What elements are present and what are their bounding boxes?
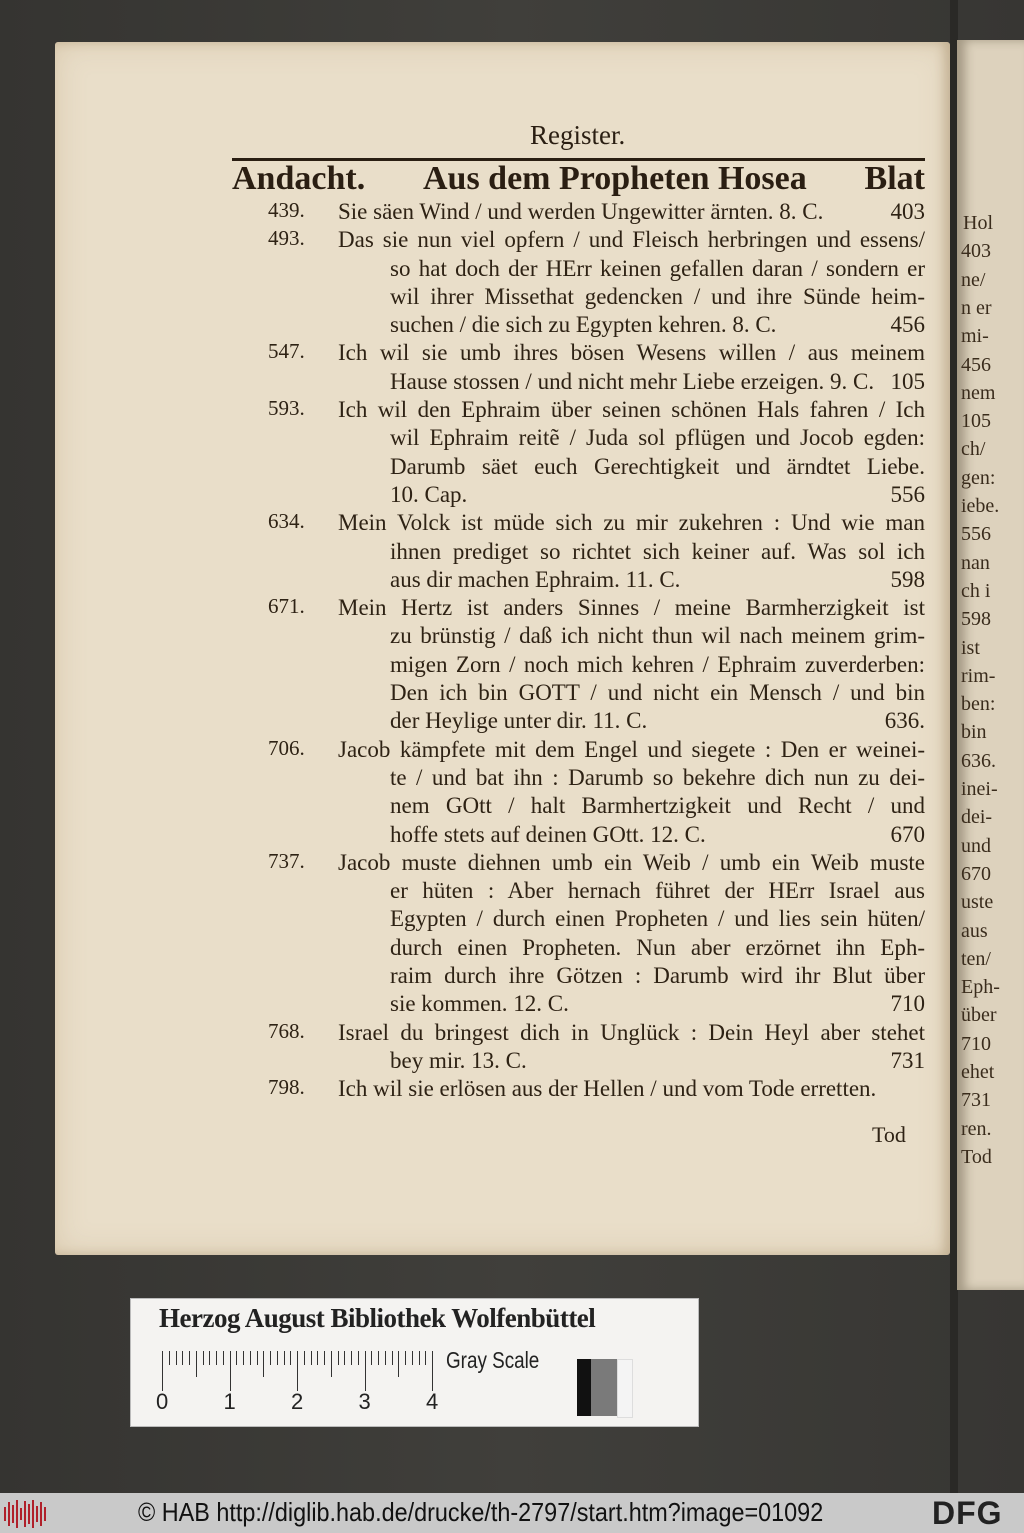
entry-number: 737. (268, 848, 305, 873)
entry-line: er hüten : Aber hernach führet der HErr Israel aus (390, 878, 925, 904)
entry-line (390, 1047, 925, 1075)
entry-number: 798. (268, 1075, 305, 1100)
facing-page-fragment: ten/ (961, 947, 991, 970)
ruler-tick (297, 1351, 298, 1391)
ruler-tick (162, 1351, 163, 1391)
entry-line (390, 990, 925, 1018)
register-entry (260, 594, 925, 735)
register-entry (260, 849, 925, 1019)
ruler-tick (263, 1351, 264, 1377)
entry-line: wil ihrer Missethat gedencken / und ihre Sünde heim- (390, 283, 925, 309)
facing-page-fragment: ren. (961, 1117, 992, 1140)
gray-swatch-black (577, 1359, 591, 1416)
gray-swatch-white (617, 1359, 633, 1418)
entry-number: 593. (268, 396, 305, 421)
facing-page-fragment: inei- (961, 778, 998, 800)
column-header-left: Andacht. (232, 160, 366, 197)
facing-page-fragment: Eph- (961, 976, 1000, 999)
entry-text: Ich wil sie erlösen aus der Hellen / und vom Tode erretten. (338, 1076, 877, 1102)
entry-line: Mein Hertz ist anders Sinnes / meine Barmherzigkeit ist (338, 595, 925, 621)
running-head: Register. (530, 120, 626, 150)
column-header-center: Aus dem Propheten Hosea (422, 160, 807, 197)
ruler-tick (290, 1351, 291, 1365)
ruler-tick (209, 1351, 210, 1365)
ruler-tick (371, 1351, 372, 1365)
ruler-tick (216, 1351, 217, 1365)
entry-line: Den ich bin GOTT / und nicht ein Mensch / und bin (390, 680, 925, 706)
entry-text: der Heylige unter dir. 11. C. (390, 708, 648, 734)
ruler-tick (230, 1351, 231, 1391)
gray-swatch-mid (591, 1359, 617, 1416)
ruler-tick (196, 1351, 197, 1377)
entry-page-ref: 556 (890, 481, 925, 507)
ruler-tick (365, 1351, 366, 1391)
facing-page-fragment: ist (961, 636, 980, 659)
ruler-tick (270, 1351, 271, 1365)
entry-page-ref: 403 (890, 199, 925, 224)
entry-number: 547. (268, 339, 305, 364)
entry-page-ref: 731 (890, 1047, 925, 1073)
entry-text: hoffe stets auf deinen GOtt. 12. C. (390, 821, 706, 847)
entry-text: bey mir. 13. C. (390, 1047, 527, 1073)
facing-page-edge (957, 40, 1024, 1290)
facing-page-fragment: 636. (961, 749, 996, 772)
entry-line: Ich wil sie umb ihres bösen Wesens willen / aus meinem (338, 340, 925, 366)
entry-text: Hause stossen / und nicht mehr Liebe erzeigen. 9. C. (390, 368, 875, 394)
register-entry (260, 509, 925, 594)
ruler-number: 2 (291, 1389, 304, 1414)
ruler-tick (385, 1351, 386, 1365)
ruler-tick (331, 1351, 332, 1377)
ruler-scale (162, 1351, 432, 1391)
footer-copyright-link[interactable]: © HAB http://diglib.hab.de/drucke/th-2797/start.htm?image=01092 (138, 1497, 824, 1527)
facing-page-fragment: n er (961, 296, 992, 319)
facing-page-fragment: ch i (961, 579, 991, 602)
entry-page-ref: 670 (890, 821, 925, 847)
entry-page-ref: 456 (890, 312, 925, 338)
facing-page-fragment: Tod (961, 1145, 992, 1168)
facing-page-fragment: ehet (961, 1061, 995, 1083)
entry-number: 768. (268, 1018, 305, 1043)
entry-line: Mein Volck ist müde sich zu mir zukehren : Und wie man (338, 510, 925, 536)
entry-line (390, 311, 925, 339)
ruler-tick (425, 1351, 426, 1365)
entry-page-ref: 710 (890, 991, 925, 1017)
entry-page-ref: 636. (884, 708, 925, 734)
ruler-tick (223, 1351, 224, 1365)
library-color-card (130, 1298, 699, 1427)
facing-page-fragment: ch/ (961, 438, 986, 461)
entry-line: Ich wil den Ephraim über seinen schönen Hals fahren / Ich (338, 397, 925, 423)
facing-page-fragment: 105 (961, 410, 991, 433)
facing-page-fragment: ben: (961, 693, 996, 716)
entry-line: Egypten / durch einen Propheten / und lies sein hüten/ (390, 906, 925, 932)
gray-scale-label: Gray Scale (446, 1347, 540, 1373)
register-entries (260, 198, 925, 1104)
ruler-tick (392, 1351, 393, 1365)
entry-line: Jacob kämpfete mit dem Engel und siegete : Den er weinei- (338, 736, 925, 762)
register-entry (260, 1075, 925, 1103)
register-entry (260, 1019, 925, 1076)
ruler-tick (419, 1351, 420, 1365)
ruler-number: 1 (223, 1389, 236, 1414)
entry-line: te / und bat ihn : Darumb so bekehre dich nun zu dei- (390, 764, 925, 790)
ruler-tick (284, 1351, 285, 1365)
entry-line: Israel du bringest dich in Unglück : Dein Heyl aber stehet (338, 1019, 925, 1045)
facing-page-fragment: gen: (961, 466, 996, 489)
ruler-tick (378, 1351, 379, 1365)
register-entry (260, 396, 925, 509)
ruler-tick (344, 1351, 345, 1365)
ruler-tick (176, 1351, 177, 1365)
entry-number: 634. (268, 509, 305, 534)
entry-line: migen Zorn / noch mich kehren / Ephraim zuverderben: (390, 651, 925, 677)
facing-page-fragment: dei- (961, 806, 993, 829)
ruler-tick (250, 1351, 251, 1365)
card-title: Herzog August Bibliothek Wolfenbüttel (159, 1303, 596, 1333)
entry-page-ref: 105 (890, 368, 925, 394)
entry-line: Darumb säet euch Gerechtigkeit und ärndtet Liebe. (390, 453, 925, 479)
column-headers (232, 160, 925, 200)
ruler-tick (338, 1351, 339, 1365)
register-entry (260, 198, 925, 226)
entry-line: zu brünstig / daß ich nicht thun wil nach meinem grim- (390, 623, 925, 649)
entry-text: Sie säen Wind / und werden Ungewitter ärnten. 8. C. (338, 199, 824, 224)
entry-line (390, 481, 925, 509)
facing-page-fragment: 598 (961, 608, 991, 631)
facing-page-fragment: 556 (961, 523, 991, 546)
ruler-tick (405, 1351, 406, 1365)
footer-bar (0, 1493, 1024, 1533)
entry-line: ihnen prediget so richtet sich keiner auf. Was sol ich (390, 538, 925, 564)
ruler-tick (304, 1351, 305, 1365)
ruler-tick (351, 1351, 352, 1365)
facing-page-fragment: ne/ (961, 268, 986, 291)
ruler-tick (257, 1351, 258, 1365)
facing-page-fragment: nem (961, 381, 996, 404)
entry-text: suchen / die sich zu Egypten kehren. 8. C. (390, 312, 777, 338)
entry-page-ref: 598 (890, 566, 925, 592)
entry-number: 671. (268, 594, 305, 619)
facing-page-fragment: bin (961, 721, 987, 744)
entry-line: so hat doch der HErr keinen gefallen daran / sondern er (390, 255, 925, 281)
entry-line: durch einen Propheten. Nun aber erzörnet ihn Eph- (390, 934, 925, 960)
ruler-tick (324, 1351, 325, 1365)
entry-line: raim durch ihre Götzen : Darumb wird ihr Blut über (390, 963, 925, 989)
facing-page-fragment: iebe. (961, 495, 1000, 517)
register-entry (260, 339, 925, 396)
facing-page-fragment: 670 (961, 862, 991, 885)
entry-line: Das sie nun viel opfern / und Fleisch herbringen und essens/ (338, 227, 925, 253)
ruler-number: 3 (358, 1389, 371, 1414)
facing-page-fragment: uste (961, 891, 994, 914)
facing-page-fragment: und (961, 834, 991, 857)
ruler-tick (236, 1351, 237, 1365)
ruler-tick (358, 1351, 359, 1365)
facing-page-fragment: 403 (961, 240, 991, 263)
entry-line (390, 566, 925, 594)
facing-page-fragment: Hol (963, 212, 993, 234)
dfg-logo: DFG (932, 1495, 1003, 1531)
entry-line: Jacob muste diehnen umb ein Weib / umb ein Weib muste (338, 849, 925, 875)
hab-logo-icon (4, 1500, 46, 1528)
entry-number: 439. (268, 198, 305, 222)
entry-text: sie kommen. 12. C. (390, 991, 569, 1017)
ruler-tick (203, 1351, 204, 1365)
entry-line: wil Ephraim reitẽ / Juda sol pflügen und Jocob egden: (390, 425, 925, 451)
column-header-right: Blat (864, 160, 925, 197)
ruler-tick (412, 1351, 413, 1365)
facing-page-fragment: 456 (961, 353, 991, 376)
ruler-number: 4 (426, 1389, 439, 1414)
entry-line (338, 1075, 925, 1103)
entry-line (390, 368, 925, 396)
facing-page-fragment: 710 (961, 1032, 991, 1055)
entry-line: nem GOtt / halt Barmhertzigkeit und Recht / und (390, 793, 925, 819)
register-entry (260, 226, 925, 339)
facing-page-fragment: über (961, 1004, 997, 1027)
ruler-tick (398, 1351, 399, 1377)
ruler-tick (182, 1351, 183, 1365)
facing-page-fragment: aus (961, 919, 988, 942)
entry-line (338, 198, 925, 226)
facing-page-fragment: nan (961, 551, 990, 574)
entry-line (390, 821, 925, 849)
catchword: Tod (872, 1122, 906, 1147)
entry-text: 10. Cap. (390, 481, 468, 507)
entry-number: 493. (268, 226, 305, 251)
ruler-tick (317, 1351, 318, 1365)
entry-number: 706. (268, 735, 305, 760)
ruler-tick (432, 1351, 433, 1391)
ruler-tick (277, 1351, 278, 1365)
facing-page-fragment: 731 (961, 1089, 991, 1112)
ruler-tick (243, 1351, 244, 1365)
ruler-tick (169, 1351, 170, 1365)
facing-page-fragment: rim- (961, 664, 996, 687)
facing-page-fragment: mi- (961, 325, 989, 348)
ruler-number: 0 (156, 1389, 169, 1414)
register-entry (260, 736, 925, 849)
ruler-tick (311, 1351, 312, 1365)
entry-text: aus dir machen Ephraim. 11. C. (390, 566, 681, 592)
entry-line (390, 707, 925, 735)
ruler-tick (189, 1351, 190, 1365)
